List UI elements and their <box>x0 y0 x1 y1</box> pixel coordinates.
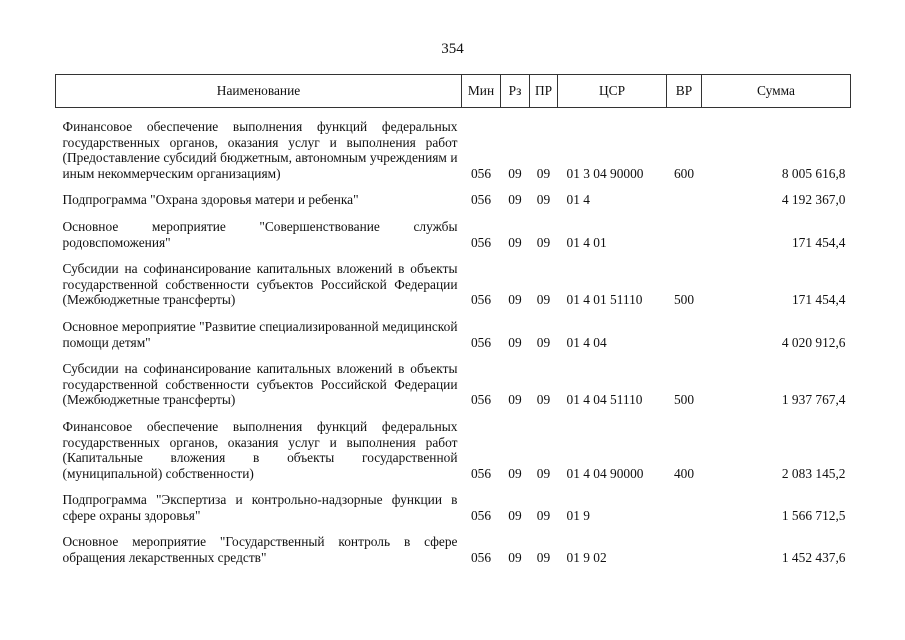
table-row <box>56 261 851 308</box>
row-name: Основное мероприятие "Совершенствование службы родовспоможения" <box>62 218 458 250</box>
row-min: 056 <box>470 165 492 181</box>
table-row <box>56 219 851 250</box>
row-pr: 09 <box>536 292 551 308</box>
row-rz: 09 <box>508 507 522 523</box>
row-vr <box>667 192 702 208</box>
row-rz: 09 <box>508 465 522 481</box>
row-csr: 01 9 <box>566 507 590 523</box>
row-pr: 09 <box>536 234 551 250</box>
row-name: Основное мероприятие "Развитие специализированной медицинской помощи детям" <box>62 318 458 350</box>
row-csr: 01 4 01 51110 <box>566 292 643 308</box>
row-csr: 01 4 01 <box>566 234 607 250</box>
spacer-row <box>56 181 851 192</box>
row-name: Подпрограмма "Охрана здоровья матери и ребенка" <box>62 192 359 208</box>
row-pr: 09 <box>536 465 551 481</box>
row-pr: 09 <box>536 550 551 566</box>
row-name: Подпрограмма "Экспертиза и контрольно-надзорные функции в сфере охраны здоровья" <box>62 492 458 523</box>
row-sum: 8 005 616,8 <box>781 165 846 181</box>
row-min: 056 <box>470 292 492 308</box>
table-row <box>56 319 851 350</box>
row-pr: 09 <box>536 507 551 523</box>
row-sum: 1 937 767,4 <box>781 392 846 408</box>
row-min: 056 <box>470 507 492 523</box>
header-csr: ЦСР <box>558 75 667 108</box>
row-sum: 171 454,4 <box>791 292 846 308</box>
row-sum: 4 192 367,0 <box>781 192 846 208</box>
row-vr: 600 <box>673 165 695 181</box>
row-name: Финансовое обеспечение выполнения функций федеральных государственных органов, оказания услуг и выполнения работ (Капитальные вложения в объекты государственной (муниципальной) собственности) <box>62 418 458 481</box>
spacer-row <box>56 250 851 261</box>
row-min: 056 <box>470 392 492 408</box>
row-rz: 09 <box>508 165 522 181</box>
header-min: Мин <box>462 75 501 108</box>
row-min: 056 <box>470 334 492 350</box>
table-row <box>56 192 851 208</box>
row-vr <box>667 219 702 250</box>
spacer-row <box>56 523 851 534</box>
spacer-row <box>56 208 851 219</box>
row-sum: 1 566 712,5 <box>781 507 846 523</box>
row-name: Субсидии на софинансирование капитальных вложений в объекты государственной собственности субъектов Российской Федерации (Межбюджетные трансферты) <box>62 361 458 408</box>
row-vr <box>667 319 702 350</box>
header-pr: ПР <box>530 75 558 108</box>
row-pr: 09 <box>536 165 551 181</box>
row-min: 056 <box>470 465 492 481</box>
row-pr: 09 <box>536 334 551 350</box>
budget-table <box>55 74 851 566</box>
row-pr: 09 <box>536 392 551 408</box>
row-rz: 09 <box>508 192 522 208</box>
row-rz: 09 <box>508 292 522 308</box>
row-vr: 500 <box>673 392 695 408</box>
spacer-row <box>56 481 851 492</box>
table-header <box>56 75 851 108</box>
spacer-row <box>56 308 851 319</box>
row-vr <box>667 534 702 565</box>
row-min: 056 <box>470 192 492 208</box>
row-sum: 4 020 912,6 <box>781 334 846 350</box>
row-sum: 1 452 437,6 <box>781 550 846 566</box>
row-vr: 500 <box>673 292 695 308</box>
table-row <box>56 534 851 565</box>
row-sum: 2 083 145,2 <box>781 465 846 481</box>
row-min: 056 <box>470 550 492 566</box>
row-min: 056 <box>470 234 492 250</box>
row-name: Финансовое обеспечение выполнения функций федеральных государственных органов, оказания услуг и выполнения работ (Предоставление субсидий бюджетным, автономным учреждениям и иным некоммерческим организациям) <box>62 119 458 181</box>
row-rz: 09 <box>508 392 522 408</box>
header-sum: Сумма <box>702 75 851 108</box>
row-rz: 09 <box>508 334 522 350</box>
header-vr: ВР <box>667 75 702 108</box>
spacer-row <box>56 108 851 120</box>
row-name: Основное мероприятие "Государственный контроль в сфере обращения лекарственных средств" <box>62 534 458 566</box>
row-csr: 01 4 04 51110 <box>566 392 643 408</box>
header-name: Наименование <box>56 75 462 108</box>
row-rz: 09 <box>508 550 522 566</box>
table-row <box>56 492 851 523</box>
spacer-row <box>56 350 851 361</box>
table-row <box>56 361 851 408</box>
row-vr: 400 <box>673 465 695 481</box>
row-csr: 01 3 04 90000 <box>566 165 644 181</box>
row-name: Субсидии на софинансирование капитальных вложений в объекты государственной собственности субъектов Российской Федерации (Межбюджетные трансферты) <box>62 261 458 308</box>
row-sum: 171 454,4 <box>791 234 846 250</box>
table-row <box>56 119 851 181</box>
page-number: 354 <box>441 41 464 57</box>
header-row <box>56 75 851 108</box>
row-csr: 01 4 04 90000 <box>566 465 644 481</box>
row-vr <box>667 492 702 523</box>
row-csr: 01 9 02 <box>566 550 607 566</box>
row-rz: 09 <box>508 234 522 250</box>
row-csr: 01 4 04 <box>566 334 607 350</box>
table-body <box>56 108 851 566</box>
table-row <box>56 419 851 481</box>
row-pr: 09 <box>536 192 551 208</box>
row-csr: 01 4 <box>566 192 590 208</box>
header-rz: Рз <box>501 75 530 108</box>
spacer-row <box>56 408 851 419</box>
